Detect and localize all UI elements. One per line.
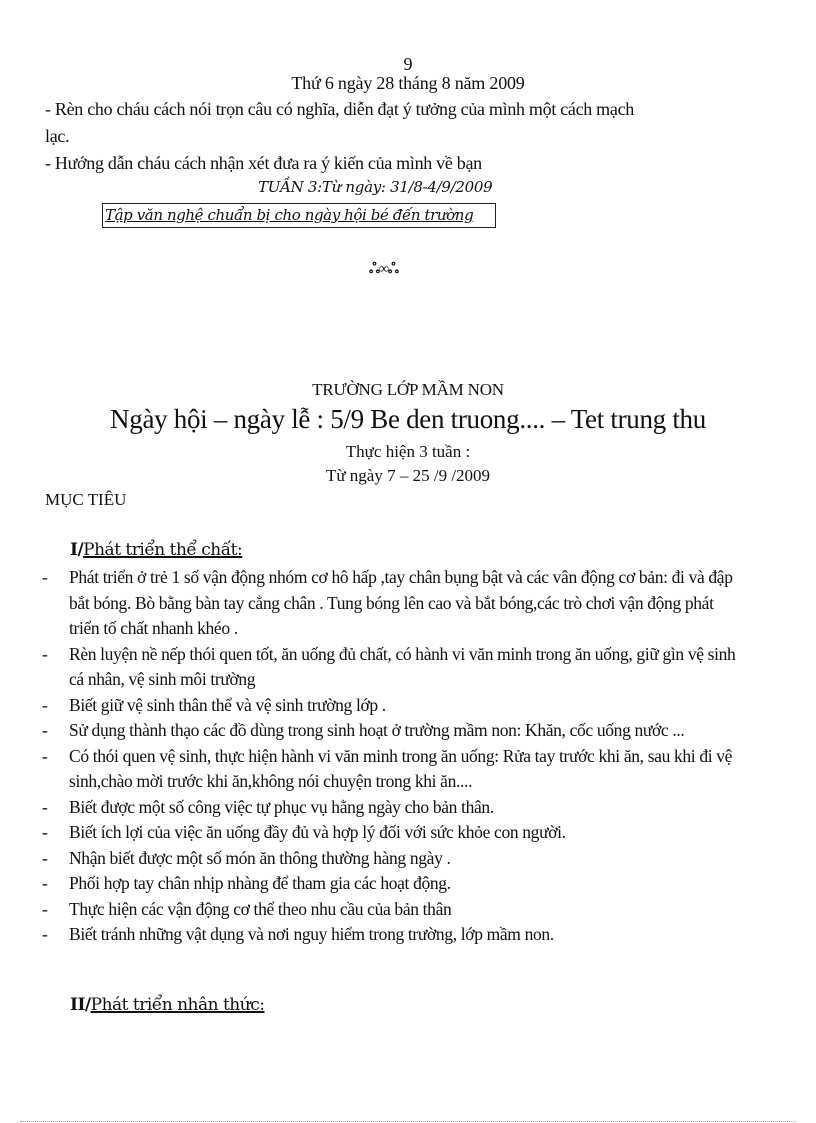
section-number: II/: [70, 995, 91, 1015]
week-label: TUẦN 3:Từ ngày: 31/8-4/9/2009: [258, 178, 493, 196]
list-item: - Biết tránh những vật dụng và nơi nguy hiểm trong trường, lớp mầm non.: [42, 924, 554, 944]
physical-objectives-list: [42, 565, 742, 948]
list-item: - Sử dụng thành thạo các đồ dùng trong sinh hoạt ở trường mầm non: Khăn, cốc uống nước ...: [42, 720, 685, 740]
section-title: Phát triển nhân thức:: [90, 995, 265, 1015]
list-item: - Có thói quen vệ sinh, thực hiện hành vi văn minh trong ăn uống: Rửa tay trước khi ăn, sau khi đi vệ sinh,chào mời trước khi ăn,không nói chuyện trong khi ăn....: [42, 745, 733, 791]
ornament-divider-icon: ஃ∞ஃ: [369, 262, 398, 277]
duration: Thực hiện 3 tuần :: [345, 442, 471, 461]
objectives-label: MỤC TIÊU: [45, 490, 127, 509]
document-title: Ngày hội – ngày lễ : 5/9 Be den truong.... – Tet trung thu: [110, 404, 706, 434]
list-item: - Biết giữ vệ sinh thân thể và vệ sinh trường lớp .: [42, 694, 386, 715]
list-item: - Phối hợp tay chân nhịp nhàng để tham gia các hoạt động.: [42, 873, 451, 893]
week-activity: Tập văn nghệ chuẩn bị cho ngày hội bé đến trường: [105, 206, 474, 224]
list-item: - Phát triển ở trẻ 1 số vận động nhóm cơ hô hấp ,tay chân bụng bật và các vân động cơ bản: đi và đập bắt bóng. Bò bằng bàn tay cẳng chân . Tung bóng lên cao và bắt bóng,các trò chơi vận động phát triển tố chất nhanh khéo .: [42, 567, 733, 638]
school-name: TRƯỜNG LỚP MẦM NON: [312, 380, 504, 399]
date-line: Thứ 6 ngày 28 tháng 8 năm 2009: [291, 73, 525, 93]
list-item: - Biết ích lợi của việc ăn uống đầy đủ và hợp lý đối với sức khỏe con người.: [42, 822, 566, 842]
list-item: - Nhận biết được một số món ăn thông thường hàng ngày .: [42, 847, 451, 868]
page-break-divider: [20, 1121, 796, 1122]
week-activity-box: [102, 203, 496, 228]
date-range: Từ ngày 7 – 25 /9 /2009: [325, 466, 491, 485]
section-heading-physical: [70, 540, 242, 560]
section-number: I/: [70, 540, 84, 560]
list-item: - Rèn luyện nề nếp thói quen tốt, ăn uống đủ chất, có hành vi văn minh trong ăn uống, giữ gìn vệ sinh cá nhân, vệ sinh môi trường: [42, 643, 736, 689]
intro-line-1: - Rèn cho cháu cách nói trọn câu có nghĩa, diễn đạt ý tưởng của mình một cách mạch: [45, 99, 634, 119]
page-number: 9: [403, 54, 413, 74]
intro-line-3: - Hướng dẫn cháu cách nhận xét đưa ra ý kiến của mình về bạn: [45, 153, 482, 173]
section-heading-cognitive: [70, 995, 264, 1015]
list-item: - Biết được một số công việc tự phục vụ hằng ngày cho bản thân.: [42, 796, 494, 817]
section-title: Phát triển thể chất:: [83, 540, 243, 560]
intro-line-2: lạc.: [45, 126, 70, 146]
list-item: - Thực hiện các vận động cơ thể theo nhu cầu của bản thân: [42, 898, 452, 919]
